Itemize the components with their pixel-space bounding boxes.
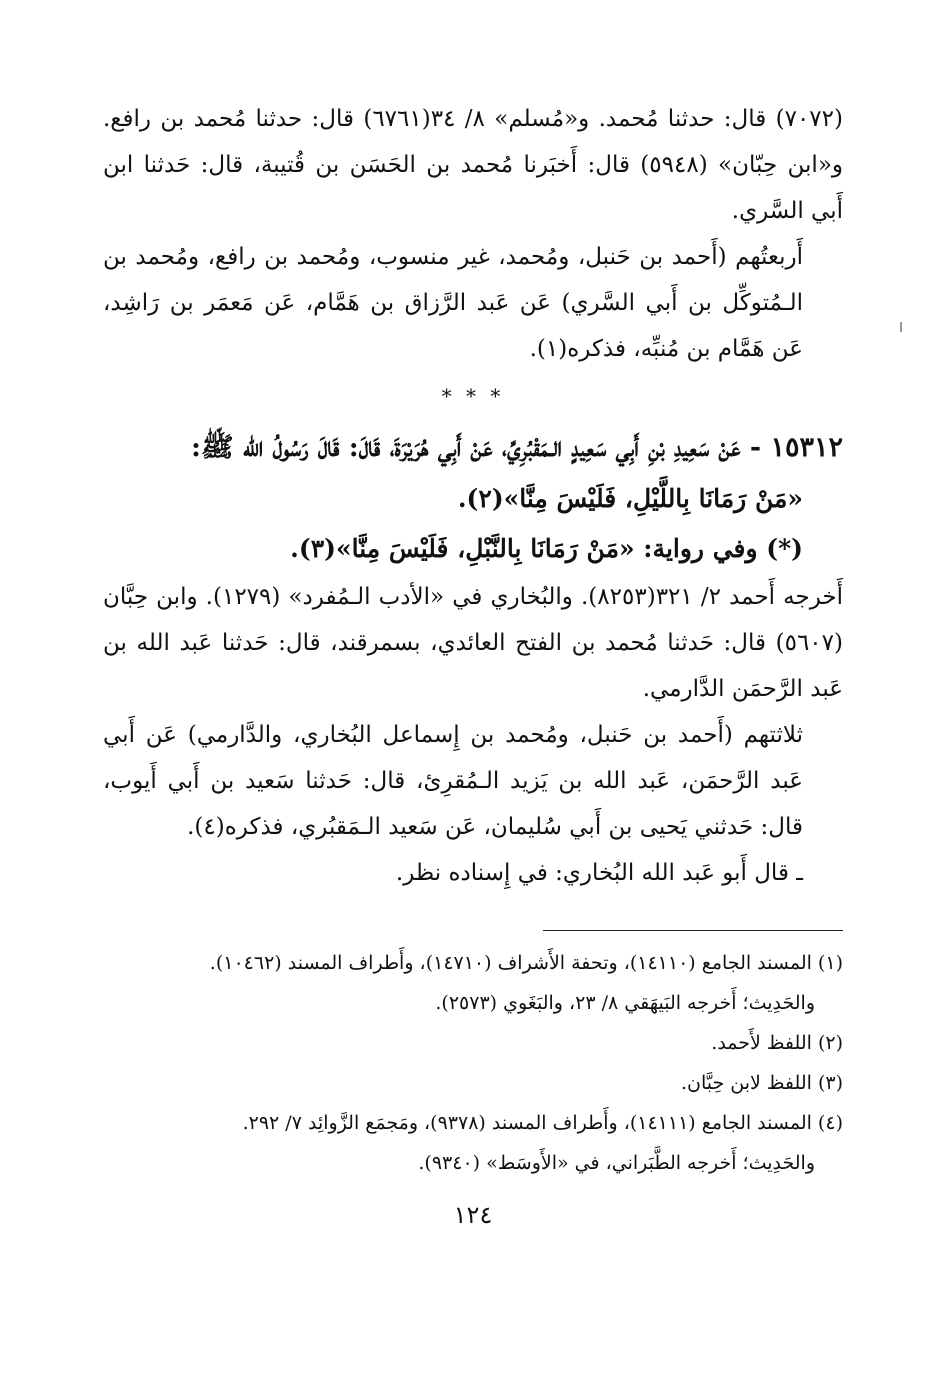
paragraph-5: ـ قال أَبو عَبد الله البُخاري: في إِسناده نظر. (395, 860, 803, 886)
paragraph-1: (٧٠٧٢) قال: حدثنا مُحمد. و«مُسلم» ٨/ ٣٤(٦٧٦١) قال: حدثنا مُحمد بن رافع. و«ابن حِبّان» (٥٩٤٨) قال: أَخبَرنا مُحمد بن الحَسَن بن قُتيبة، قال: حَدثنا ابن أَبي السَّري. (103, 106, 844, 224)
hadith-heading: ١٥٣١٢ - عَنْ سَعِيدِ بْنِ أَبِي سَعِيدٍ الـمَقْبُرِيِّ، عَنْ أَبِي هُرَيْرَةَ، قَالَ: قَالَ رَسُولُ الله ﷺ: (191, 432, 843, 463)
section-separator: * * * (441, 384, 505, 408)
page-content (103, 96, 843, 1229)
paragraph-2: أَربعتُهم (أَحمد بن حَنبل، ومُحمد، غير منسوب، ومُحمد بن رافع، ومُحمد بن الـمُتوكِّل بن أَبي السَّري) عَن عَبد الرَّزاق بن هَمَّام، عَن مَعمَر بن رَاشِد، عَن هَمَّام بن مُنبِّه، فذكره(١). (103, 244, 803, 362)
margin-mark (900, 322, 902, 332)
footnote-3: (٣) اللفظ لابن حِبَّان. (680, 1072, 843, 1094)
hadith-matn-2: (*) وفي رواية: «مَنْ رَمَانَا بِالنَّبْلِ، فَلَيْسَ مِنَّا»(٣). (290, 534, 803, 563)
hadith-matn-1: «مَنْ رَمَانَا بِاللَّيْلِ، فَلَيْسَ مِنَّا»(٢). (457, 484, 803, 513)
paragraph-4: ثلاثتهم (أَحمد بن حَنبل، ومُحمد بن إِسماعل البُخاري، والدَّارمي) عَن أَبي عَبد الرَّحمَن، عَبد الله بن يَزيد الـمُقرِئ، قال: حَدثنا سَعيد بن أَبي أَيوب، قال: حَدثني يَحيى بن أَبي سُليمان، عَن سَعيد الـمَقبُري، فذكره(٤). (103, 722, 803, 840)
footnote-4-continued: والحَدِيث؛ أَخرجه الطَّبَراني، في «الأَوسَط» (٩٣٤٠). (418, 1152, 815, 1174)
footnote-4: (٤) المسند الجامع (١٤١١١)، وأَطراف المسند (٩٣٧٨)، ومَجمَع الزَّوائِد ٧/ ٢٩٢. (242, 1112, 843, 1134)
paragraph-3: أَخرجه أَحمد ٢/ ٣٢١(٨٢٥٣). والبُخاري في «الأدب الـمُفرد» (١٢٧٩). وابن حِبَّان (٥٦٠٧) قال: حَدثنا مُحمد بن الفتح العائدي، بسمرقند، قال: حَدثنا عَبد الله بن عَبد الرَّحمَن الدَّارمي. (103, 584, 844, 702)
footnote-1-continued: والحَدِيث؛ أَخرجه البَيهَقي ٨/ ٢٣، والبَغَوي (٢٥٧٣). (435, 992, 815, 1014)
footnote-divider (543, 930, 843, 931)
footnote-divider-wrap (103, 930, 843, 931)
page-number: ١٢٤ (453, 1201, 493, 1229)
footnote-2: (٢) اللفظ لأَحمد. (711, 1032, 843, 1054)
footnote-1: (١) المسند الجامع (١٤١١٠)، وتحفة الأَشراف (١٤٧١٠)، وأَطراف المسند (١٠٤٦٢). (209, 952, 843, 974)
